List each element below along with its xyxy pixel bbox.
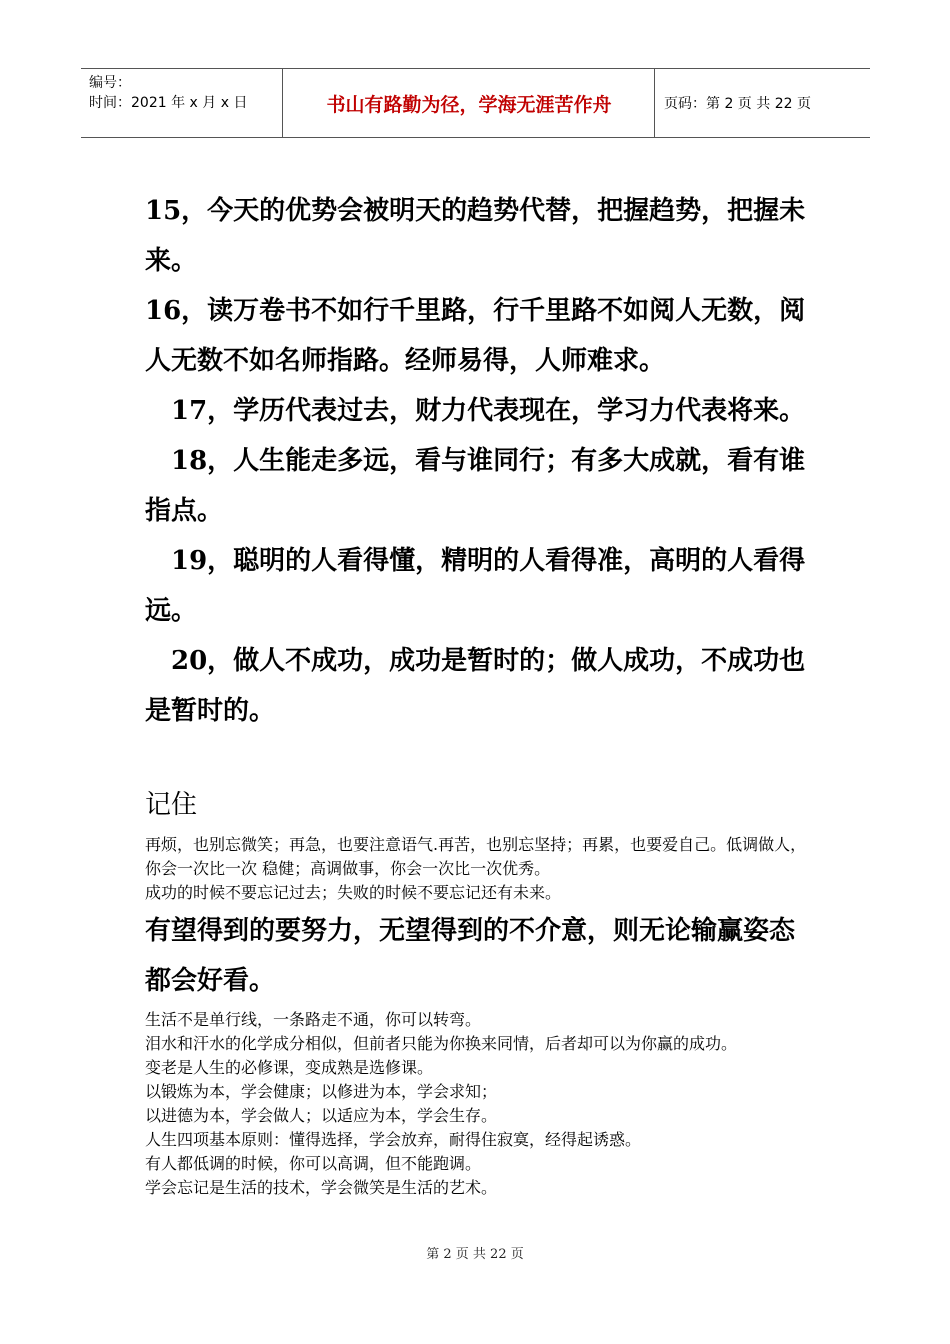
remember-line: 成功的时候不要忘记过去；失败的时候不要忘记还有未来。 — [145, 883, 562, 902]
header-number: 编号： — [89, 75, 131, 91]
quote-item: 16，读万卷书不如行千里路，行千里路不如阅人无数，阅人无数不如名师指路。经师易得，人师难求。 — [145, 296, 806, 376]
header-divider — [282, 69, 283, 137]
quote-item: 17，学历代表过去，财力代表现在，学习力代表将来。 — [171, 396, 806, 426]
emphasis-paragraph — [145, 906, 815, 1006]
remember-block — [145, 833, 815, 905]
header-page-number: 页码：第 2 页 共 22 页 — [664, 96, 811, 112]
quote-item: 20，做人不成功，成功是暂时的；做人成功，不成功也是暂时的。 — [145, 646, 806, 726]
header-motto: 书山有路勤为径，学海无涯苦作舟 — [326, 93, 612, 116]
life-line: 变老是人生的必修课，变成熟是选修课。 — [145, 1058, 434, 1077]
header-meta — [89, 73, 279, 113]
quote-item: 19，聪明的人看得懂，精明的人看得准，高明的人看得远。 — [145, 546, 806, 626]
page-footer: 第 2 页 共 22 页 — [426, 1247, 524, 1262]
life-lines — [145, 1008, 815, 1200]
life-line: 泪水和汗水的化学成分相似，但前者只能为你换来同情，后者却可以为你赢的成功。 — [145, 1034, 738, 1053]
life-line: 有人都低调的时候，你可以高调，但不能跑调。 — [145, 1154, 482, 1173]
emphasis-text: 有望得到的要努力，无望得到的不介意，则无论输赢姿态都会好看。 — [145, 916, 796, 996]
section-heading: 记住 — [145, 790, 198, 820]
quote-item: 15，今天的优势会被明天的趋势代替，把握趋势，把握未来。 — [145, 196, 806, 276]
life-line: 学会忘记是生活的技术，学会微笑是生活的艺术。 — [145, 1178, 498, 1197]
life-line: 以进德为本，学会做人；以适应为本，学会生存。 — [145, 1106, 498, 1125]
life-line: 以锻炼为本，学会健康；以修进为本，学会求知； — [145, 1082, 498, 1101]
remember-line: 再烦，也别忘微笑；再急，也要注意语气.再苦，也别忘坚持；再累，也要爱自己。低调做人，你会一次比一次 稳健；高调做事，你会一次比一次优秀。 — [145, 835, 807, 878]
life-line: 人生四项基本原则：懂得选择，学会放弃，耐得住寂寞，经得起诱惑。 — [145, 1130, 642, 1149]
page-header — [81, 68, 870, 138]
quote-list — [145, 186, 810, 736]
header-date: 时间：2021 年 x 月 x 日 — [89, 95, 248, 111]
header-divider — [654, 69, 655, 137]
quote-item: 18，人生能走多远，看与谁同行；有多大成就，看有谁指点。 — [145, 446, 806, 526]
life-line: 生活不是单行线，一条路走不通，你可以转弯。 — [145, 1010, 482, 1029]
